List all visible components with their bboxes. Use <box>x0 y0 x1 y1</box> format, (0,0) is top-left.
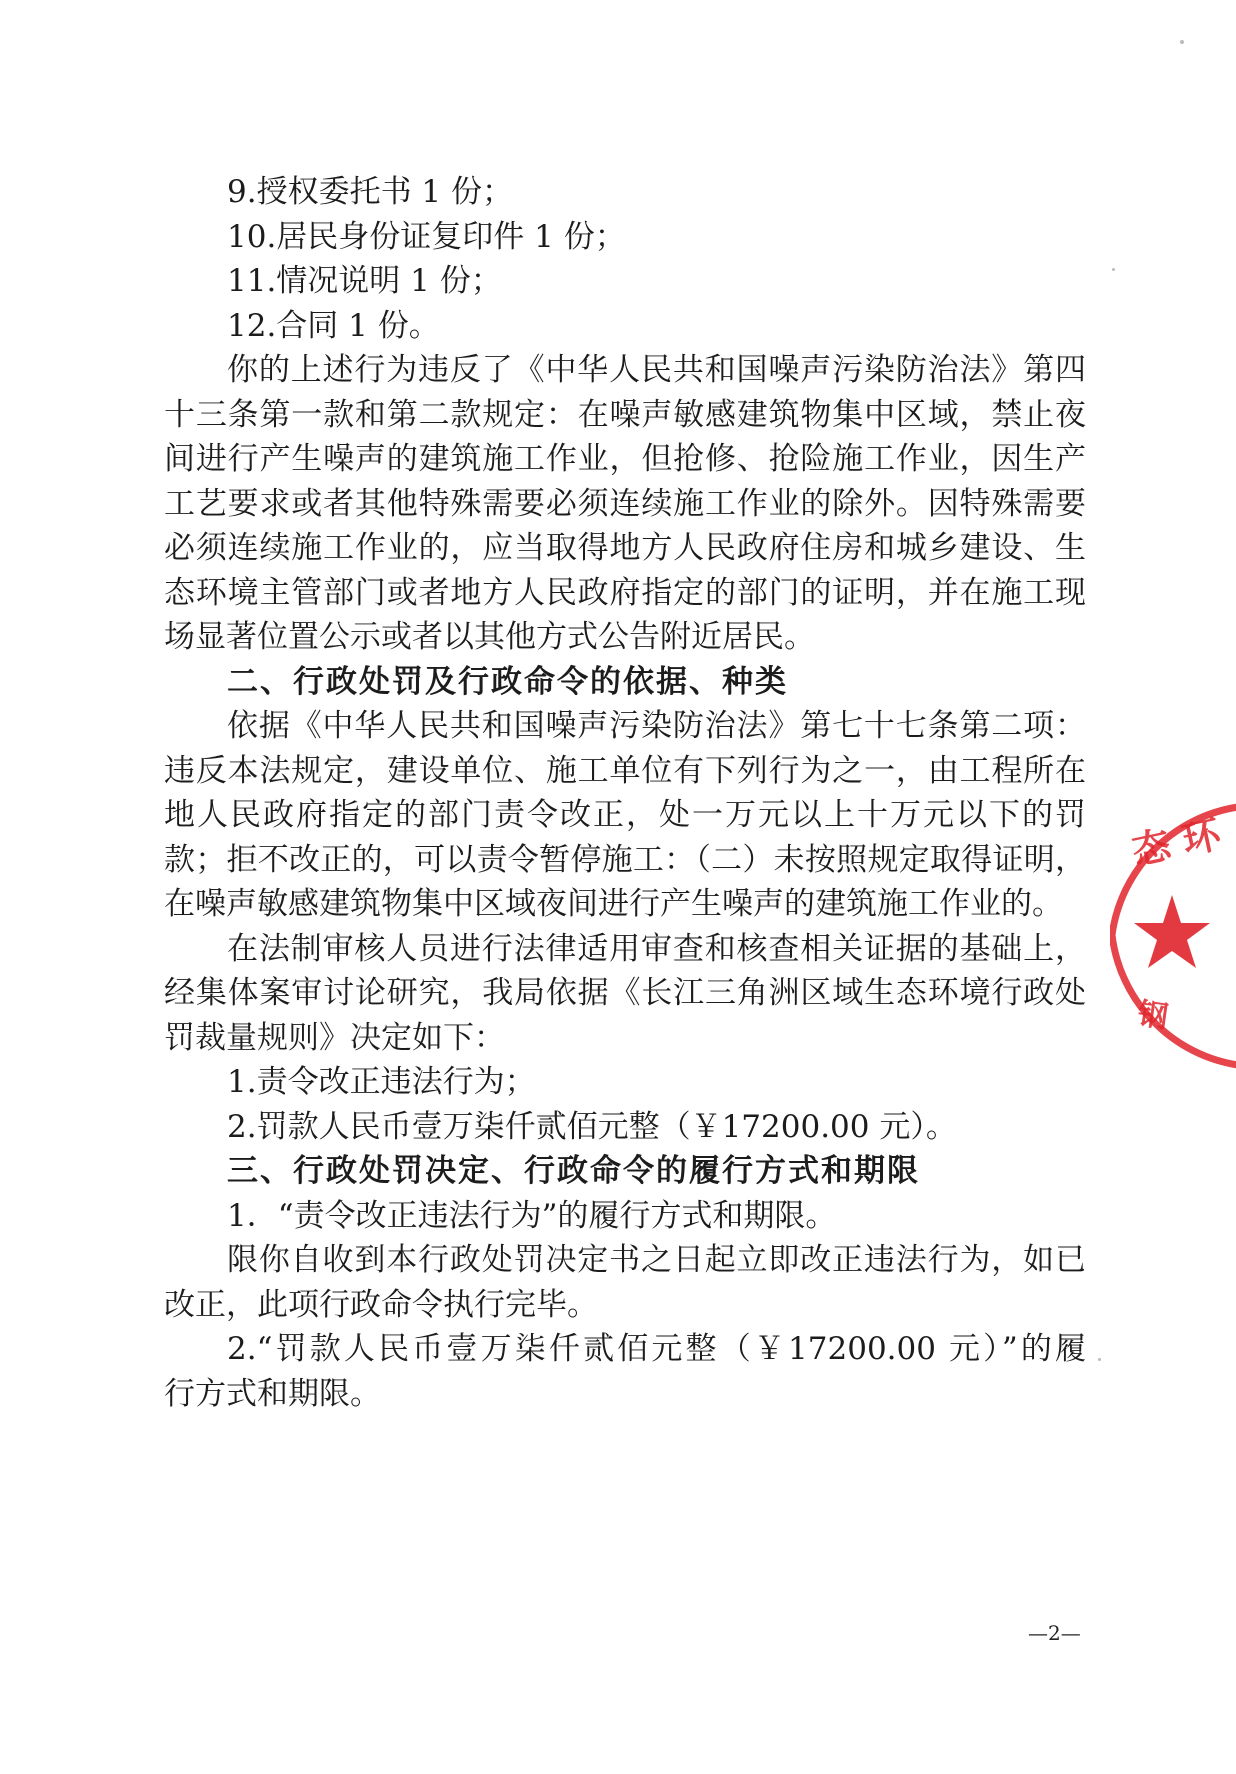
paragraph-line: 地人民政府指定的部门责令改正，处一万元以上十万元以下的罚 <box>164 797 1086 833</box>
section-heading-3: 三、行政处罚决定、行政命令的履行方式和期限 <box>227 1153 920 1189</box>
paragraph-line: 间进行产生噪声的建筑施工作业，但抢修、抢险施工作业，因生产 <box>164 441 1086 477</box>
paragraph-line: 依据《中华人民共和国噪声污染防治法》第七十七条第二项： <box>227 708 1086 744</box>
attachment-item-12: 12.合同 1 份。 <box>227 308 440 344</box>
paragraph-line: 经集体案审讨论研究，我局依据《长江三角洲区域生态环境行政处 <box>164 975 1086 1011</box>
paragraph-line: 罚裁量规则》决定如下： <box>164 1020 505 1056</box>
scan-speck <box>1098 1358 1101 1361</box>
stamp-star-icon <box>1134 895 1210 968</box>
paragraph-line: 限你自收到本行政处罚决定书之日起立即改正违法行为，如已 <box>227 1242 1086 1278</box>
paragraph-line: 违反本法规定，建设单位、施工单位有下列行为之一，由工程所在 <box>164 753 1086 789</box>
subheading-1: 1．“责令改正违法行为”的履行方式和期限。 <box>227 1198 837 1234</box>
paragraph-line: 在噪声敏感建筑物集中区域夜间进行产生噪声的建筑施工作业的。 <box>164 886 1063 922</box>
paragraph-line: 十三条第一款和第二款规定：在噪声敏感建筑物集中区域，禁止夜 <box>164 397 1086 433</box>
paragraph-line: 场显著位置公示或者以其他方式公告附近居民。 <box>164 619 815 655</box>
paragraph-line: 改正，此项行政命令执行完毕。 <box>164 1287 598 1323</box>
stamp-text-bottom: 钢 <box>1135 996 1171 1036</box>
paragraph-line: 在法制审核人员进行法律适用审查和核查相关证据的基础上， <box>227 931 1086 967</box>
attachment-item-9: 9.授权委托书 1 份； <box>227 174 514 210</box>
subheading-2: 2.“罚款人民币壹万柒仟贰佰元整（￥17200.00 元）”的履 <box>227 1331 1086 1367</box>
paragraph-line: 工艺要求或者其他特殊需要必须连续施工作业的除外。因特殊需要 <box>164 486 1086 522</box>
stamp-text-top: 态 环 <box>1128 811 1225 874</box>
decision-item-1: 1.责令改正违法行为； <box>227 1064 536 1100</box>
paragraph-line: 行方式和期限。 <box>164 1376 381 1412</box>
attachment-item-11: 11.情况说明 1 份； <box>227 263 502 299</box>
paragraph-line: 态环境主管部门或者地方人民政府指定的部门的证明，并在施工现 <box>164 575 1086 611</box>
scan-speck <box>1180 40 1184 44</box>
page-number: —2— <box>1028 1621 1081 1645</box>
section-heading-2: 二、行政处罚及行政命令的依据、种类 <box>227 664 788 700</box>
attachment-item-10: 10.居民身份证复印件 1 份； <box>227 219 626 255</box>
paragraph-line: 必须连续施工作业的，应当取得地方人民政府住房和城乡建设、生 <box>164 530 1086 566</box>
official-seal-stamp <box>1110 795 1236 1085</box>
paragraph-line: 你的上述行为违反了《中华人民共和国噪声污染防治法》第四 <box>227 352 1086 388</box>
decision-item-2: 2.罚款人民币壹万柒仟贰佰元整（￥17200.00 元）。 <box>227 1109 957 1145</box>
paragraph-line: 款；拒不改正的，可以责令暂停施工：（二）未按照规定取得证明， <box>164 842 1086 878</box>
scan-speck <box>1112 268 1115 271</box>
